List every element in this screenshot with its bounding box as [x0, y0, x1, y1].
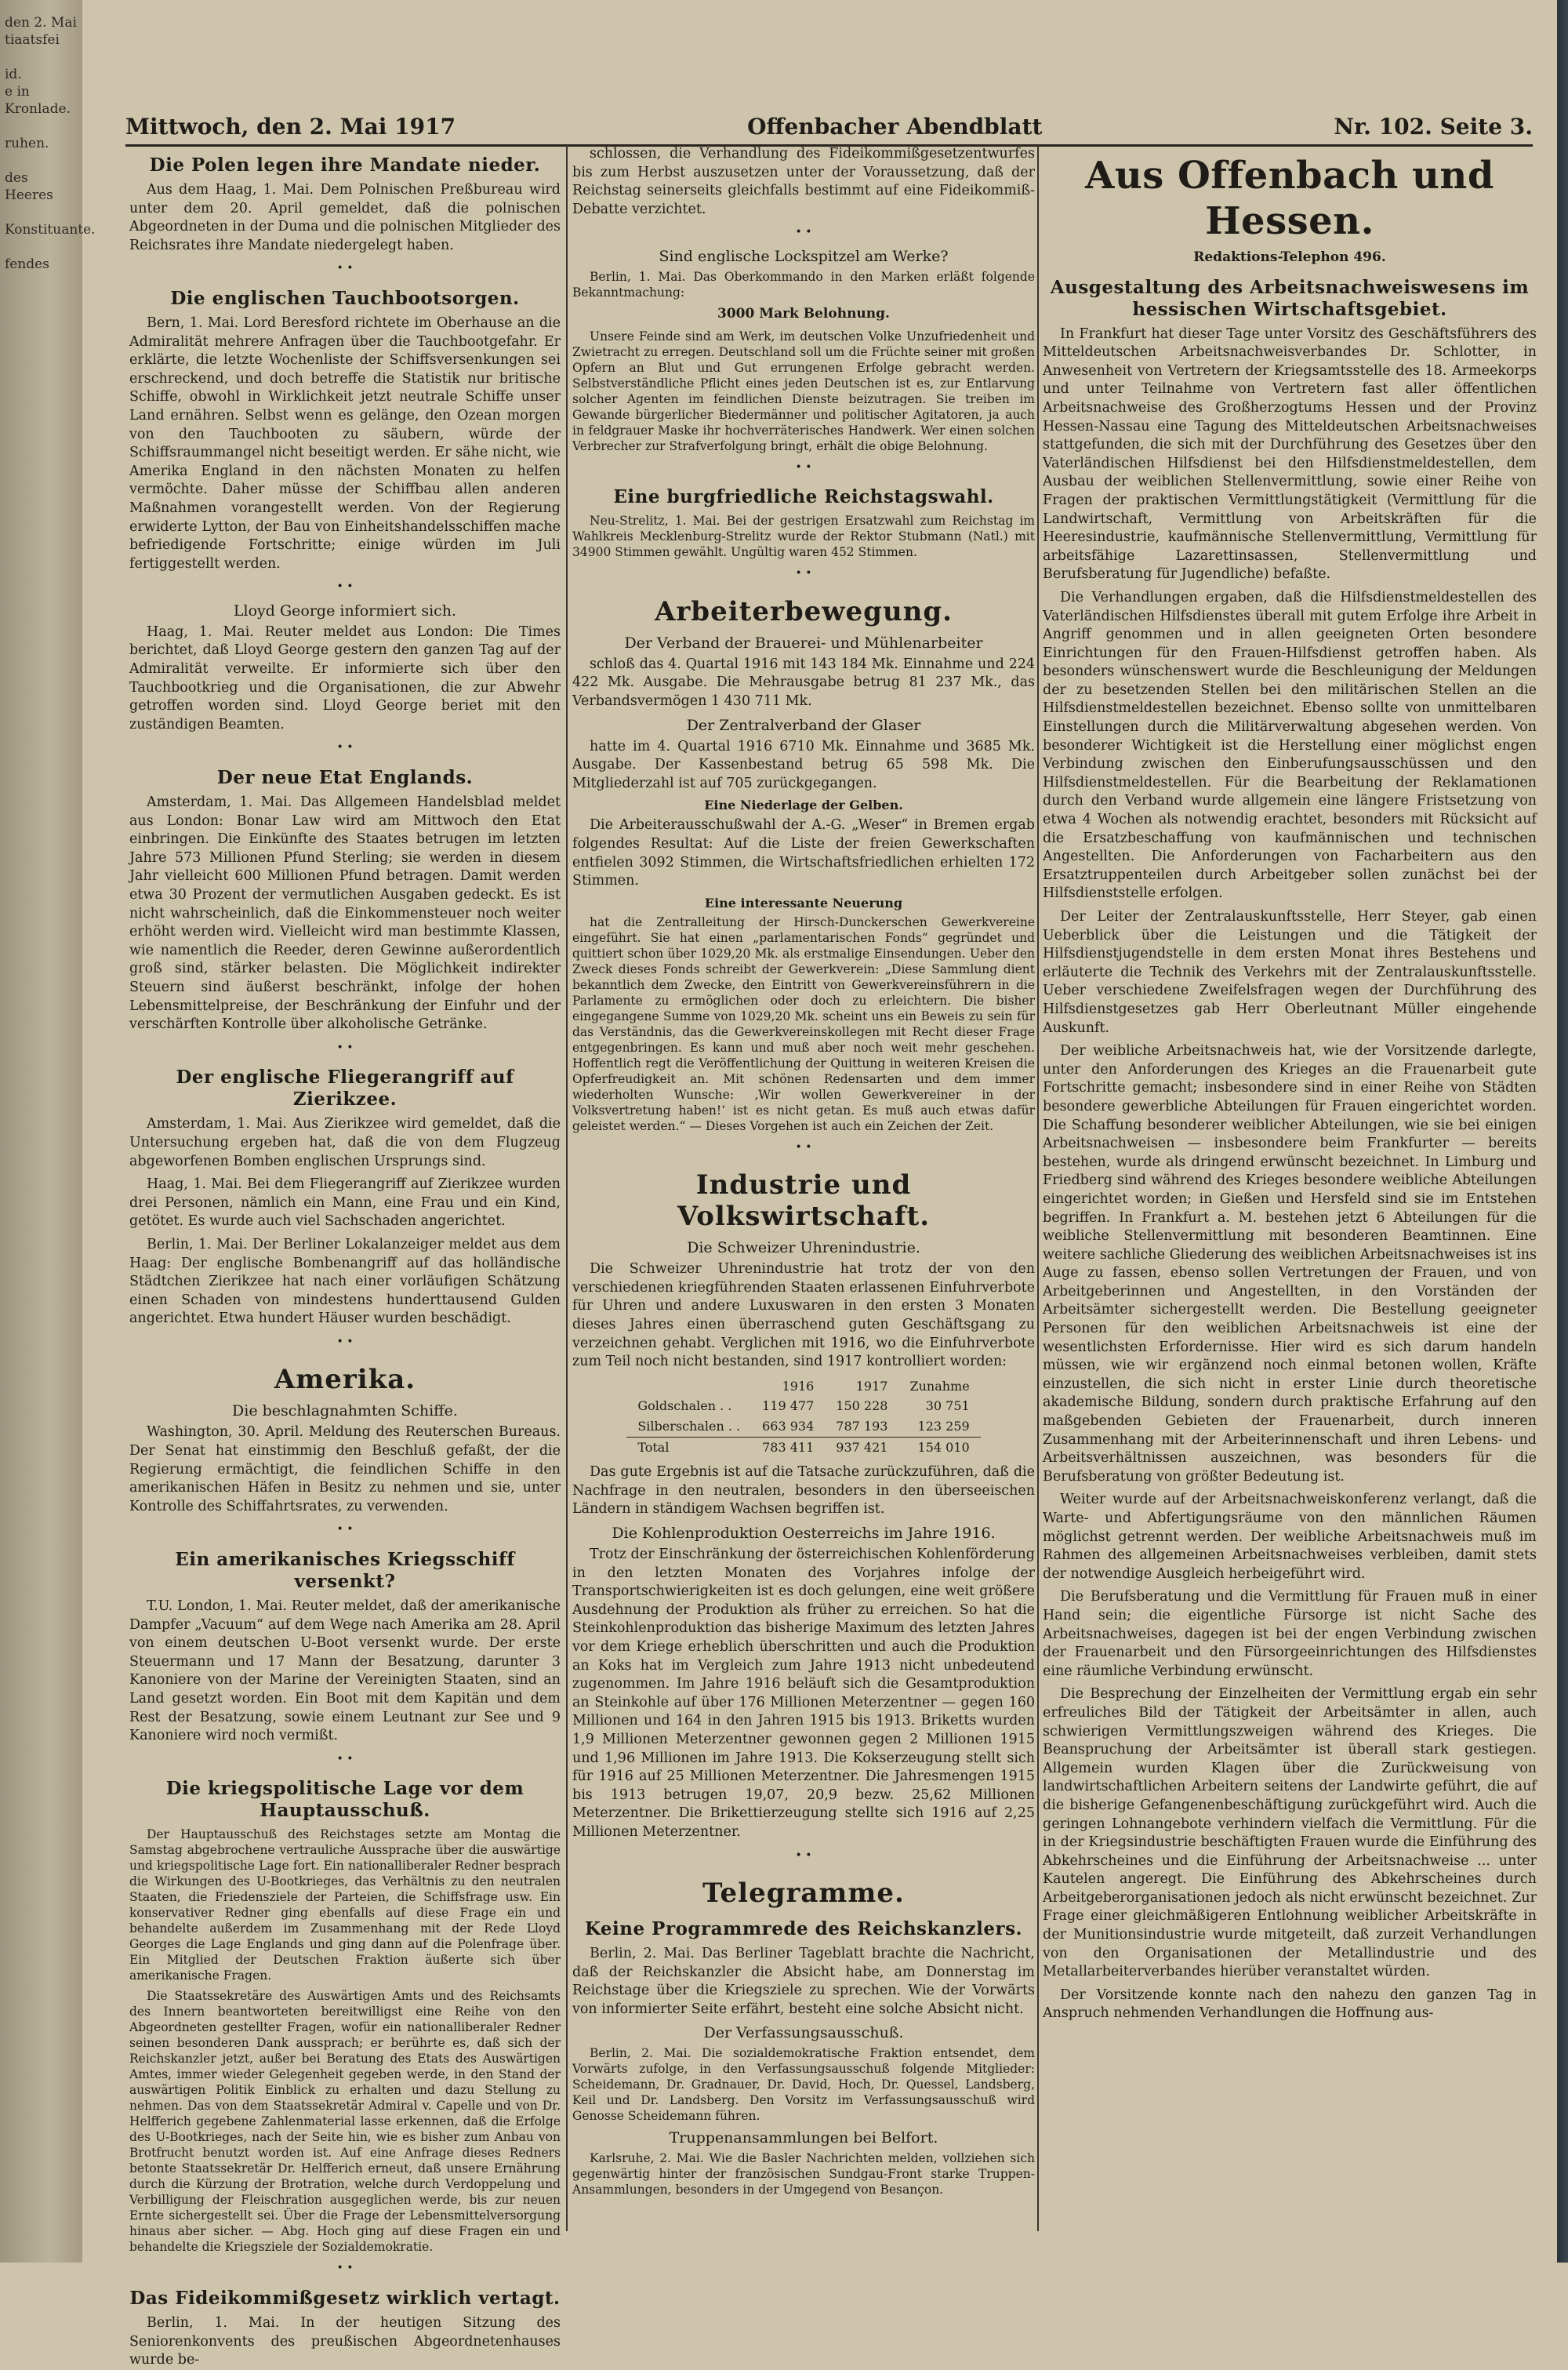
header-issue: Nr. 102. Seite 3. — [1334, 114, 1533, 140]
column-2 — [572, 145, 1035, 2247]
article-paragraph: hatte im 4. Quartal 1916 6710 Mk. Einnahme und 3685 Mk. Ausgabe. Der Kassenbestand betrug 65 598 Mk. Die Mitgliederzahl ist auf 705 zurückgegangen. — [572, 738, 1035, 791]
section-separator: • • — [336, 580, 354, 594]
article-subheadline: Der Verfassungsausschuß. — [703, 2024, 904, 2042]
notice-line: Redaktions-Telephon 496. — [1193, 249, 1386, 265]
article-paragraph: Der Hauptausschuß des Reichstages setzte am Montag die Samstag abgebrochene vertrauliche Aussprache über die auswärtige und kriegspolitische Lage fort. Ein nationalliberaler Redner besprach die Wirkungen des U-Bootkrieges, das Verhältnis zu den neutralen Staaten, die Friedensziele der Parteien, die Schiffsfrage usw. Ein konservativer Redner ging ebenfalls auf diese Frage ein und behandelte außerdem im Zusammenhang mit der Rede Lloyd Georges die Lage Englands und ging dann auf die Polenfrage über. Ein Mitglied der Deutschen Fraktion äußerte sich über amerikanische Fragen. — [129, 1827, 561, 1983]
article-paragraph: Der Leiter der Zentralauskunftsstelle, Herr Steyer, gab einen Ueberblick über die Leistungen und die Tätigkeit der Hilfsdienstjugendstelle in dem ersten Monat ihres Bestehens und erläuterte die Technik des Verkehrs mit der Zentralauskunftsstelle. Ueber verschiedene Zweifelsfragen wegen der Durchführung des Hilfsdienstgesetzes gab Herr Oberleutnant Müller eingehende Auskunft. — [1043, 909, 1537, 1036]
article-paragraph: schloß das 4. Quartal 1916 mit 143 184 Mk. Einnahme und 224 422 Mk. Ausgabe. Die Mehrausgabe betrug 81 237 Mk., das Verbandsvermögen 1 430 711 Mk. — [572, 656, 1035, 709]
article-headline: Amerika. — [274, 1364, 416, 1396]
column-3 — [1043, 145, 1537, 2247]
article-paragraph: Washington, 30. April. Meldung des Reuterschen Bureaus. Der Senat hat einstimmig den Beschluß gefaßt, der die Regierung ermächtigt, die feindlichen Schiffe in den amerikanischen Häfen in Besitz zu nehmen und sie, unter Kontrolle des Schiffahrtsrates, zu verwenden. — [129, 1424, 561, 1514]
table-cell: Goldschalen . . — [637, 1398, 732, 1414]
article-paragraph: Aus dem Haag, 1. Mai. Dem Polnischen Preßbureau wird unter dem 20. April gemeldet, daß die polnischen Abgeordneten in der Duma und die polnischen Mitglieder des Reichsrates ihre Mandate niedergelegt haben. — [129, 182, 561, 253]
article-paragraph: Berlin, 1. Mai. Der Berliner Lokalanzeiger meldet aus dem Haag: Der englische Bombenangriff auf das holländische Städtchen Zierikzee hat nach einer vorläufigen Schätzung einen Schaden von mindestens hunderttausend Gulden angerichtet. Etwa hundert Häuser wurden beschädigt. — [129, 1236, 561, 1327]
article-paragraph: Unsere Feinde sind am Werk, im deutschen Volke Unzufriedenheit und Zwietracht zu erregen. Deutschland soll um die Früchte seiner mit großen Opfern an Blut und Gut errungenen Erfolge gebracht werden. Selbstverständliche Pflicht eines jeden Deutschen ist es, zur Entlarvung solcher Agenten im feindlichen Dienste beizutragen. Sie treiben im Gewande bürgerlicher Biedermänner und politischer Agitatoren, ja auch in feldgrauer Maske ihr hochverräterisches Handwerk. Wer einen solchen Verbrecher zur Strafverfolgung bringt, erhält die obige Belohnung. — [572, 329, 1035, 453]
data-table — [626, 1376, 980, 1457]
article-headline: Telegramme. — [702, 1877, 905, 1910]
table-cell: Total — [637, 1439, 670, 1455]
table-cell: 154 010 — [917, 1439, 970, 1455]
article-paragraph: Berlin, 2. Mai. Das Berliner Tageblatt brachte die Nachricht, daß der Reichskanzler die Absicht habe, am Donnerstag im Reichstage über die Kriegsziele zu sprechen. Wie der Vorwärts von informierter Seite erfährt, besteht eine solche Absicht nicht. — [572, 1946, 1035, 2017]
article-headline: Keine Programmrede des Reichskanzlers. — [584, 1918, 1023, 1940]
table-cell: Silberschalen . . — [637, 1419, 741, 1434]
column-1 — [129, 145, 561, 2368]
article-paragraph: Der Vorsitzende konnte nach den nahezu den ganzen Tag in Anspruch nehmenden Verhandlungen die Hoffnung aus- — [1043, 1987, 1537, 2022]
notice-line: 3000 Mark Belohnung. — [717, 305, 890, 322]
section-separator: • • — [336, 1752, 354, 1765]
table-row — [626, 1437, 980, 1457]
article-paragraph: Amsterdam, 1. Mai. Aus Zierikzee wird gemeldet, daß die Untersuchung ergeben hat, daß die von dem Flugzeug abgeworfenen Bomben englischen Ursprungs sind. — [129, 1116, 561, 1169]
article-subheadline: Die Schweizer Uhrenindustrie. — [687, 1239, 920, 1257]
column-rule — [566, 145, 568, 2231]
article-paragraph: In Frankfurt hat dieser Tage unter Vorsitz des Geschäftsführers des Mitteldeutschen Arbeitsnachweisverbandes Dr. Schlotter, in Anwesenheit von Vertretern der Kriegsamtsstelle des 18. Armeekorps und unter Teilnahme von Vertretern fast aller öffentlichen Arbeitsnachweise des Großherzogtums Hessen und der Provinz Hessen-Nassau eine Tagung des Mitteldeutschen Arbeitsnachweises stattgefunden, die sich mit der Durchführung des Gesetzes über den Vaterländischen Hilfsdienst bei den Hilfsdienstmeldestellen, dem Ausbau der weiblichen Stellenvermittlung, sowie einer Reihe von Fragen der praktischen Vermittlungstätigkeit (Vermittlung für die Landwirtschaft, Vermittlung von Arbeitskräften für die Heeresindustrie, kaufmännische Stellenvermittlung, Vermittlung für arbeitsfähige Lazarettinsassen, Stellenvermittlung und Berufsberatung für Jugendliche) befaßte. — [1043, 325, 1537, 583]
article-subheadline: Lloyd George informiert sich. — [233, 602, 457, 620]
article-subheadline: Sind englische Lockspitzel am Werke? — [659, 247, 949, 265]
table-header: 1916 — [782, 1378, 815, 1394]
section-separator: • • — [336, 262, 354, 275]
bound-margin-adjacent-page — [0, 0, 96, 2263]
header-date: Mittwoch, den 2. Mai 1917 — [125, 114, 456, 140]
article-subheadline: Truppenansammlungen bei Belfort. — [669, 2129, 938, 2147]
article-headline: Die Polen legen ihre Mandate nieder. — [149, 154, 541, 176]
table-cell: 663 934 — [762, 1419, 815, 1434]
table-cell: 119 477 — [762, 1398, 815, 1414]
section-separator: • • — [795, 226, 812, 239]
article-headline: Ein amerikanisches Kriegsschiff versenkt? — [175, 1549, 515, 1593]
article-paragraph: T.U. London, 1. Mai. Reuter meldet, daß der amerikanische Dampfer „Vacuum“ auf dem Wege nach Amerika am 28. April von einem deutschen U-Boot versenkt wurde. Der erste Steuermann und 17 Mann der Besatzung, darunter 3 Kanoniere von der Marine der Vereinigten Staaten, sind an Land gesetzt worden. Ein Boot mit dem Kapitän und dem Rest der Besatzung, sowie einem Leutnant zur See und 9 Kanoniere wird noch vermißt. — [129, 1598, 561, 1744]
article-headline: Arbeiterbewegung. — [655, 595, 953, 627]
article-paragraph: Haag, 1. Mai. Reuter meldet aus London: Die Times berichtet, daß Lloyd George gestern den ganzen Tag auf der Admiralität verweilte. Er informierte sich über den Tauchbootkrieg und die Organisationen, die zur Abwehr getroffen worden sind. Lloyd George beriet mit den zuständigen Beamten. — [129, 623, 561, 732]
table-header: Zunahme — [909, 1378, 970, 1394]
table-cell: 30 751 — [925, 1398, 970, 1414]
table-header — [626, 1376, 751, 1397]
table-cell: 787 193 — [836, 1419, 888, 1434]
article-paragraph: Der weibliche Arbeitsnachweis hat, wie der Vorsitzende darlegte, unter den Anforderungen des Krieges an die Frauenarbeit gute Fortschritte gemacht; insbesondere sind in einer Reihe von Städten besondere gewerbliche Abteilungen für Frauen eingerichtet worden. Die Schaffung besonderer weiblicher Abteilungen, wie sie bei einigen Arbeitsnachweisen — insbesondere beim Frankfurter — bereits bestehen, wurde als dringend erwünscht bezeichnet. In Limburg und Friedberg sind während des Krieges besondere weibliche Abteilungen eingerichtet worden; in Gießen und Hersfeld sind sie im Entstehen begriffen. In Frankfurt a. M. bestehen jetzt 6 Abteilungen für die weibliche Stellenvermittlung mit besonderen Beamtinnen. Eine weitere sachliche Gliederung des weiblichen Arbeitsnachweises ist ins Auge zu fassen, ebenso sollen Vertretungen der Frauen, und von Arbeitgeberinnen und Angestellten, in den Vorständen der Arbeitsämter sichergestellt werden. Die Bestellung geeigneter Personen für den weiblichen Arbeitsnachweis ist eine der wesentlichsten Erfordernisse. Hier wird es sich darum handeln müssen, wie wir ergänzend noch einmal betonen wollen, Kräfte einzustellen, die sich nicht in erster Linie durch theoretische akademische Bildung, sondern durch praktische Erfahrung auf den maßgebenden Gebieten der Frauenarbeit, durch inneren Zusammenhang mit der Arbeiterinnenschaft und ihren Lebens- und Arbeitsverhältnissen auszeichnen, was besonders für die Berufsberatung von größter Bedeutung ist. — [1043, 1043, 1537, 1485]
article-paragraph: Weiter wurde auf der Arbeitsnachweiskonferenz verlangt, daß die Warte- und Abfertigungsräume von den männlichen Räumen möglichst getrennt werden. Der weibliche Arbeitsnachweis muß im Rahmen des allgemeinen Arbeitsnachweises verbleiben, damit stets der notwendige Ausgleich herbeigeführt wird. — [1043, 1492, 1537, 1582]
article-headline: Aus Offenbach und Hessen. — [1085, 154, 1494, 243]
article-paragraph: Trotz der Einschränkung der österreichischen Kohlenförderung in den letzten Monaten des Vorjahres infolge der Transportschwierigkeiten ist es doch gelungen, eine weit größere Ausdehnung der Produktion als früher zu erreichen. So hat die Steinkohlenproduktion das bisherige Maximum des letzten Jahres vor dem Kriege erheblich überschritten und auch die Produktion an Koks hat im Vergleich zum Jahre 1913 nicht unbedeutend zugenommen. Im Jahre 1916 beläuft sich die Gesamtproduktion an Steinkohle auf über 176 Millionen Meterzentner — gegen 160 Millionen und 164 in den Jahren 1915 bis 1913. Briketts wurden 1,9 Millionen Meterzentner gewonnen gegen 2 Millionen 1915 und 1,96 Millionen im Jahre 1913. Die Kokserzeugung stellt sich für 1916 auf 25 Millionen Meterzentner. Die Jahresmengen 1915 bis 1913 betrugen 19,07, 20,9 bezw. 25,62 Millionen Meterzentner. Die Brikettierzeugung stellte sich 1916 auf 2,25 Millionen Meterzentner. — [572, 1547, 1035, 1840]
article-paragraph: Berlin, 1. Mai. Das Oberkommando in den Marken erläßt folgende Bekanntmachung: — [572, 269, 1035, 300]
article-subheadline: Der Zentralverband der Glaser — [686, 716, 921, 734]
article-headline: Das Fideikommißgesetz wirklich vertagt. — [129, 2287, 561, 2309]
margin-fragment: den 2. Mai tiaatsfei id. e in Kronlade. ruhen. des Heeres Konstituante. fendes — [5, 15, 96, 272]
article-headline: Industrie und Volkswirtschaft. — [677, 1169, 931, 1233]
article-subheadline: Der Verband der Brauerei- und Mühlenarbeiter — [624, 634, 983, 652]
table-header: 1917 — [855, 1378, 888, 1394]
article-paragraph: Die Staatssekretäre des Auswärtigen Amts und des Reichsamts des Innern beantworteten bereitwilligst eine Reihe von den Abgeordneten gestellter Fragen, wofür ein nationalliberaler Redner seinen besonderen Dank aussprach; er berührte es, daß sich der Reichskanzler jetzt, außer bei Beratung des Etats des Auswärtigen Amtes, immer wieder Gelegenheit gegeben werde, in den Stand der auswärtigen Politik Einblick zu erhalten und dazu Stellung zu nehmen. Das von dem Staatssekretär Admiral v. Capelle und von Dr. Helfferich gegebene Zahlenmaterial lasse erkennen, daß die Erfolge des U-Bootkrieges, nach der Seite hin, wie es bisher zum Anbau von Brotfrucht benutzt worden ist. Auf eine Anfrage dieses Redners betonte Staatssekretär Dr. Helfferich erneut, daß unsere Ernährung durch die Kürzung der Brotration, welche durch Verdoppelung und Verbilligung der Fleischration ausgeglichen werde, bis zur neuen Ernte sichergestellt sei. Über die Frage der Lebensmittelversorgung hinaus aber sicher. — Abg. Hoch ging auf diese Fragen ein und behandelte die Kriegsziele der Sozialdemokratie. — [129, 1989, 561, 2255]
section-separator: • • — [336, 1523, 354, 1536]
table-row — [626, 1416, 980, 1437]
article-paragraph: hat die Zentralleitung der Hirsch-Dunckerschen Gewerkvereine eingeführt. Sie hat einen „parlamentarischen Fonds“ gegründet und quittiert schon über 1029,20 Mk. als erstmalige Einsendungen. Ueber den Zweck dieses Fonds schreibt der Gewerkverein: „Diese Sammlung dient bekanntlich dem Zwecke, den Eintritt von Gewerkvereinsführern in die Parlamente zu ermöglichen oder doch zu erleichtern. Die bisher eingegangene Summe von 1029,20 Mk. scheint uns ein Beweis zu sein für das Verständnis, das die Gewerkvereinskollegen mit Recht dieser Frage entgegenbringen. Es kann und muß aber noch weit mehr geschehen. Hoffentlich regt die Veröffentlichung der Quittung in weiteren Kreisen die Opferfreudigkeit an. Mit schönen Redensarten und dem immer wiederholten Wunsche: ‚Wir wollen Gewerkvereiner in der Volksvertretung haben!‘ ist es nicht getan. Es muß auch etwas dafür geleistet werden.“ — Dieses Vorgehen ist auch ein Zeichen der Zeit. — [572, 914, 1035, 1133]
article-headline: Die englischen Tauchbootsorgen. — [170, 287, 520, 309]
article-headline: Der englische Fliegerangriff auf Zierikzee. — [176, 1067, 514, 1110]
article-headline: Die kriegspolitische Lage vor dem Hauptausschuß. — [165, 1778, 524, 1822]
book-edge — [1557, 0, 1568, 2263]
article-paragraph: schlossen, die Verhandlung des Fideikommißgesetzentwurfes bis zum Herbst auszusetzen unter der Voraussetzung, daß der Reichstag seinerseits gleichfalls bestimmt auf eine Fideikommiß-Debatte verzichtet. — [572, 146, 1035, 217]
article-paragraph: Haag, 1. Mai. Bei dem Fliegerangriff auf Zierikzee wurden drei Personen, nämlich ein Mann, eine Frau und ein Kind, getötet. Es wurde auch viel Sachschaden angerichtet. — [129, 1176, 561, 1230]
section-separator: • • — [795, 567, 812, 580]
table-cell: 783 411 — [762, 1439, 815, 1455]
newspaper-page — [90, 0, 1548, 2368]
article-subheadline: Die beschlagnahmten Schiffe. — [232, 1402, 458, 1420]
table-cell: 937 421 — [836, 1439, 888, 1455]
table-cell: 123 259 — [917, 1419, 970, 1434]
column-rule — [1037, 145, 1039, 2231]
section-separator: • • — [336, 741, 354, 754]
article-paragraph: Die Berufsberatung und die Vermittlung für Frauen muß in einer Hand sein; die eigentliche Fürsorge ist nicht Sache des Arbeitsnachweises, dagegen ist bei der engen Verbindung zwischen der Frauenarbeit und den Fürsorgeeinrichtungen des Hilfsdienstes eine räumliche Verbindung erwünscht. — [1043, 1589, 1537, 1679]
article-headline: Ausgestaltung des Arbeitsnachweiswesens im hessischen Wirtschaftsgebiet. — [1050, 276, 1530, 320]
article-paragraph: Das gute Ergebnis ist auf die Tatsache zurückzuführen, daß die Nachfrage in den neutralen, besonders in den überseeischen Ländern in ständigem Wachsen begriffen ist. — [572, 1464, 1035, 1518]
table-cell: 150 228 — [836, 1398, 888, 1414]
section-separator: • • — [336, 2262, 354, 2275]
article-paragraph: Amsterdam, 1. Mai. Das Allgemeen Handelsblad meldet aus London: Bonar Law wird am Mittwoch den Etat einbringen. Die Einkünfte des Staates betrugen im letzten Jahre 573 Millionen Pfund Sterling; sie werden in diesem Jahr vielleicht 600 Millionen Pfund betragen. Damit werden etwa 30 Prozent der vermutlichen Ausgaben gedeckt. Es ist nicht wahrscheinlich, daß die Einkommensteuer noch weiter erhöht werden wird. Vielleicht wird man bestimmte Klassen, wie namentlich die Reeder, deren Gewinne außerordentlich groß sind, stärker belasten. Die Möglichkeit indirekter Steuern sind äußerst beschränkt, infolge der hohen Lebensmittelpreise, der Beschränkung der Einfuhr und der verschärften Kontrolle über alkoholische Getränke. — [129, 794, 561, 1033]
article-paragraph: Die Besprechung der Einzelheiten der Vermittlung ergab ein sehr erfreuliches Bild der Tätigkeit der Arbeitsämter in allen, auch schwierigen Vermittlungszweigen während des Krieges. Die Beanspruchung der Arbeitsämter ist überall stark gestiegen. Allgemein wurden Klagen über die Zurückweisung von landwirtschaftlichen Arbeitern seitens der Landwirte geführt, die auf die bisherige Gefangenenbeschäftigung zurückgeführt wird. Auch die geringen Lohnangebote verhindern vielfach die Vermittlung. Für die in der Kriegsindustrie beschäftigten Frauen wurde die Einführung des Abkehrscheines und die Einführung der Arbeitsnachweise ... unter Kautelen angeregt. Die Einführung des Abkehrscheines durch Arbeitgeberorganisationen jedoch als nicht erwünscht bezeichnet. Zur Frage einer gleichmäßigeren Entlohnung weiblicher Arbeitskräfte in der Munitionsindustrie wurde mitgeteilt, daß zurzeit Verhandlungen von den Organisationen der Metallindustrie und des Metallarbeiterverbandes hierüber veranstaltet würden. — [1043, 1686, 1537, 1980]
section-separator: • • — [336, 1041, 354, 1054]
article-subheadline: Eine interessante Neuerung — [704, 895, 903, 911]
article-paragraph: Bern, 1. Mai. Lord Beresford richtete im Oberhause an die Admiralität mehrere Anfragen über die Tauchbootgefahr. Er erklärte, die letzte Wochenliste der Schiffsversenkungen sei erschreckend, und doch betreffe die Statistik nur britische Schiffe, obwohl in Wirklichkeit jetzt neutrale Schiffe unser Land ernähren. Selbst wenn es gelänge, den Ozean morgen von den Tauchbooten zu säubern, würde der Schiffsraummangel nicht beseitigt werden. Er sähe nicht, wie Amerika England in den nächsten Monaten zu helfen vermöchte. Daher müsse der Schiffbau allen anderen Maßnahmen vorangestellt werden. Von der Regierung erwiderte Lytton, der Bau von Einheitshandelsschiffen mache befriedigende Fortschritte; einige würden im Juli fertiggestellt werden. — [129, 314, 561, 572]
section-separator: • • — [795, 1848, 812, 1862]
article-paragraph: Die Verhandlungen ergaben, daß die Hilfsdienstmeldestellen des Vaterländischen Hilfsdienstes überall mit gutem Erfolge ihre Arbeit in Angriff genommen und in allen geeigneten Orten besondere Einrichtungen für den Frauen-Hilfsdienst getroffen haben. Als besonders wünschenswert wurde die Beschleunigung der Meldungen der zu besetzenden Stellen bei den militärischen Stellen an die Hilfsdienstmeldestellen bezeichnet. Ebenso sollte von unmittelbaren Einstellungen durch die Militärverwaltung abgesehen werden. Von besonderer Wichtigkeit ist die Herstellung einer möglichst engen Verbindung zwischen den Einberufungsausschüssen und den Hilfsdienstmeldestellen. Für die Bearbeitung der Reklamationen durch den Verband wurde allgemein eine längere Fristsetzung von etwa 4 Wochen als notwendig erachtet, besonders mit Rücksicht auf die Ersatzbeschaffung von kaufmännischen und technischen Angestellten. Die Anforderungen von Facharbeitern aus den Ersatztruppenteilen durch Arbeitgeber sollen zunächst bei der Hilfsdienststelle erfolgen. — [1043, 589, 1537, 902]
article-paragraph: Die Schweizer Uhrenindustrie hat trotz der von den verschiedenen kriegführenden Staaten erlassenen Einfuhrverbote für Uhren und andere Luxuswaren in den ersten 3 Monaten dieses Jahres einen überraschend guten Geschäftsgang zu verzeichnen gehabt. Verglichen mit 1916, wo die Einfuhrverbote zum Teil noch nicht bestanden, sind 1917 kontrolliert worden: — [572, 1261, 1035, 1370]
section-separator: • • — [336, 1335, 354, 1348]
article-headline: Der neue Etat Englands. — [216, 767, 474, 789]
article-paragraph: Berlin, 1. Mai. In der heutigen Sitzung des Seniorenkonvents des preußischen Abgeordnetenhauses wurde be- — [129, 2314, 561, 2368]
article-paragraph: Karlsruhe, 2. Mai. Wie die Basler Nachrichten melden, vollziehen sich gegenwärtig hinter der französischen Sundgau-Front starke Truppen-Ansammlungen, besonders in der Umgegend von Besançon. — [572, 2151, 1035, 2197]
article-paragraph: Die Arbeiterausschußwahl der A.-G. „Weser“ in Bremen ergab folgendes Resultat: Auf die Liste der freien Gewerkschaften entfielen 3092 Stimmen, die Wirtschaftsfriedlichen erhielten 172 Stimmen. — [572, 817, 1035, 889]
article-subheadline: Die Kohlenproduktion Oesterreichs im Jahre 1916. — [612, 1525, 996, 1542]
article-subheadline: Eine Niederlage der Gelben. — [704, 798, 903, 813]
section-separator: • • — [795, 1140, 812, 1154]
article-paragraph: Berlin, 2. Mai. Die sozialdemokratische Fraktion entsendet, dem Vorwärts zufolge, in den Verfassungsausschuß folgende Mitglieder: Scheidemann, Dr. Gradnauer, Dr. David, Hoch, Dr. Quessel, Landsberg, Keil und Dr. Landsberg. Den Vorsitz im Verfassungsausschuß wird Genosse Scheidemann führen. — [572, 2046, 1035, 2124]
article-paragraph: Neu-Strelitz, 1. Mai. Bei der gestrigen Ersatzwahl zum Reichstag im Wahlkreis Mecklenburg-Strelitz wurde der Rektor Stubmann (Natl.) mit 34900 Stimmen gewählt. Ungültig waren 452 Stimmen. — [572, 514, 1035, 560]
header-paper: Offenbacher Abendblatt — [747, 114, 1043, 140]
section-separator: • • — [795, 460, 812, 474]
table-row — [626, 1396, 980, 1416]
article-headline: Eine burgfriedliche Reichstagswahl. — [613, 486, 994, 508]
running-header — [125, 102, 1533, 147]
